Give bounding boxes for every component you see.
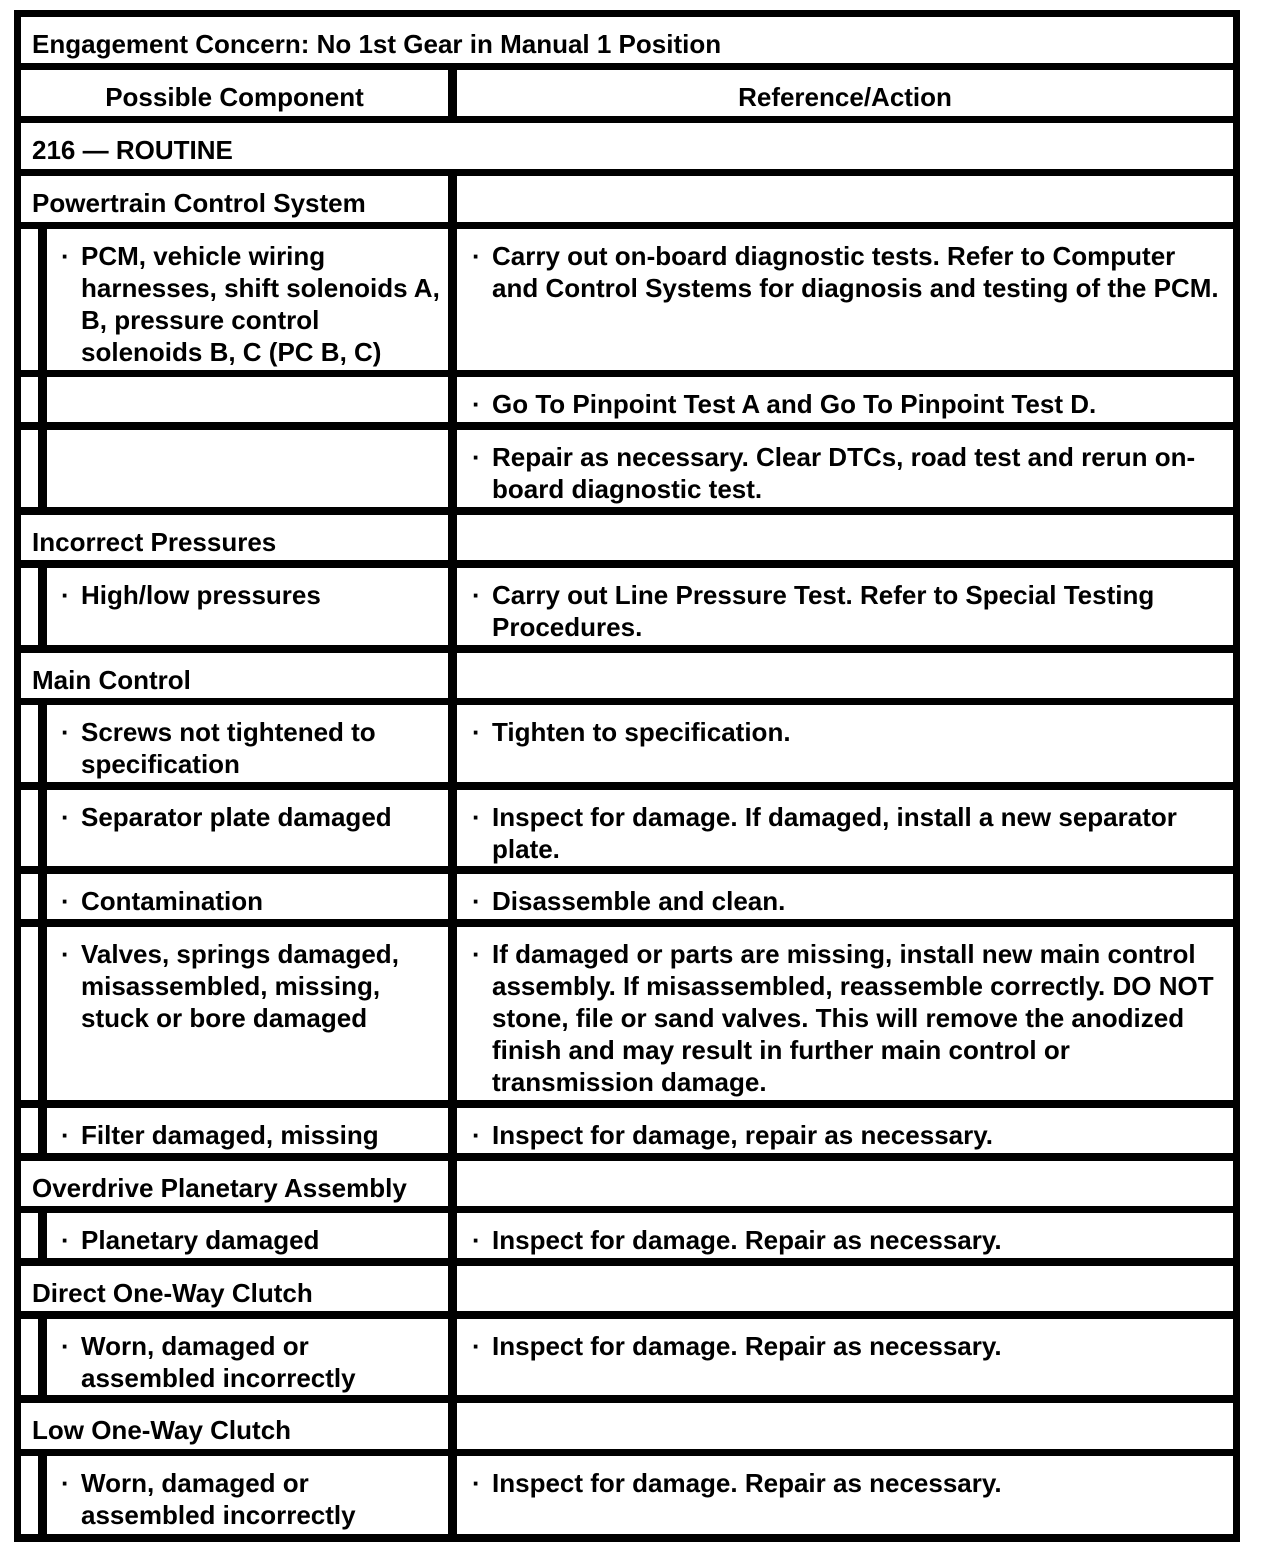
component-cell	[47, 1456, 448, 1534]
column-header-component: Possible Component	[21, 70, 448, 116]
component-cell	[47, 568, 448, 645]
section-title: Low One-Way Clutch	[21, 1403, 448, 1449]
action-cell	[457, 927, 1233, 1100]
component-cell	[47, 229, 448, 370]
section-title: Powertrain Control System	[21, 176, 448, 222]
indent-gutter	[21, 229, 38, 370]
action-text: · Go To Pinpoint Test A and Go To Pinpoint Test D.	[472, 388, 1225, 420]
action-cell	[457, 377, 1233, 422]
component-cell	[47, 705, 448, 782]
section-action-blank	[457, 1161, 1233, 1206]
component-text: · Worn, damaged or assembled incorrectly	[61, 1467, 442, 1531]
section-title: Direct One-Way Clutch	[21, 1266, 448, 1311]
indent-gutter	[21, 705, 38, 782]
action-cell	[457, 790, 1233, 866]
section-title: Incorrect Pressures	[21, 515, 448, 560]
action-text: · Inspect for damage. Repair as necessary.	[472, 1224, 1225, 1256]
action-cell	[457, 1213, 1233, 1258]
component-text: · PCM, vehicle wiring harnesses, shift solenoids A, B, pressure control solenoids B, C (PC B, C)	[61, 240, 442, 368]
component-text: · Filter damaged, missing	[61, 1119, 442, 1151]
action-text: · Carry out on-board diagnostic tests. Refer to Computer and Control Systems for diagnosis and testing of the PCM.	[472, 240, 1225, 304]
component-text: · Worn, damaged or assembled incorrectly	[61, 1330, 442, 1394]
section-action-blank	[457, 1266, 1233, 1311]
action-cell	[457, 1456, 1233, 1534]
component-text: · High/low pressures	[61, 579, 442, 611]
indent-gutter	[21, 927, 38, 1100]
action-text: · Repair as necessary. Clear DTCs, road test and rerun on-board diagnostic test.	[472, 441, 1225, 505]
indent-gutter	[21, 874, 38, 919]
action-cell	[457, 1108, 1233, 1153]
indent-gutter	[21, 1213, 38, 1258]
section-action-blank	[457, 176, 1233, 222]
action-text: · Tighten to specification.	[472, 716, 1225, 748]
component-text: · Separator plate damaged	[61, 801, 442, 833]
indent-gutter	[21, 1108, 38, 1153]
action-cell	[457, 229, 1233, 370]
action-cell	[457, 874, 1233, 919]
action-text: · Inspect for damage, repair as necessary.	[472, 1119, 1225, 1151]
indent-gutter	[21, 377, 38, 422]
action-text: · Inspect for damage. If damaged, install a new separator plate.	[472, 801, 1225, 865]
component-cell	[47, 790, 448, 866]
component-text: · Screws not tightened to specification	[61, 716, 442, 780]
action-cell	[457, 430, 1233, 507]
action-cell	[457, 1319, 1233, 1395]
indent-gutter	[21, 1319, 38, 1395]
action-text: · Disassemble and clean.	[472, 885, 1225, 917]
section-title: Overdrive Planetary Assembly	[21, 1161, 448, 1206]
action-text: · Inspect for damage. Repair as necessary.	[472, 1467, 1225, 1499]
section-action-blank	[457, 515, 1233, 560]
component-text: · Contamination	[61, 885, 442, 917]
action-text: · Inspect for damage. Repair as necessary.	[472, 1330, 1225, 1362]
component-cell	[47, 1108, 448, 1153]
indent-gutter	[21, 790, 38, 866]
component-cell	[47, 430, 448, 507]
section-action-blank	[457, 653, 1233, 698]
action-cell	[457, 568, 1233, 645]
component-cell	[47, 874, 448, 919]
diagnosis-table	[14, 10, 1240, 1542]
table-title: Engagement Concern: No 1st Gear in Manual 1 Position	[21, 17, 1233, 63]
component-cell	[47, 377, 448, 422]
routine-label: 216 — ROUTINE	[21, 123, 1233, 169]
section-action-blank	[457, 1403, 1233, 1449]
action-text: · Carry out Line Pressure Test. Refer to Special Testing Procedures.	[472, 579, 1225, 643]
column-header-action: Reference/Action	[457, 70, 1233, 116]
component-text: · Planetary damaged	[61, 1224, 442, 1256]
component-cell	[47, 927, 448, 1100]
component-cell	[47, 1319, 448, 1395]
indent-gutter	[21, 568, 38, 645]
indent-gutter	[21, 1456, 38, 1534]
indent-gutter	[21, 430, 38, 507]
action-text: · If damaged or parts are missing, install new main control assembly. If misassembled, reassemble correctly. DO NOT stone, file or sand valves. This will remove the anodized finish and may result in further main control or transmission damage.	[472, 938, 1225, 1098]
component-cell	[47, 1213, 448, 1258]
component-text: · Valves, springs damaged, misassembled, missing, stuck or bore damaged	[61, 938, 442, 1034]
section-title: Main Control	[21, 653, 448, 698]
action-cell	[457, 705, 1233, 782]
